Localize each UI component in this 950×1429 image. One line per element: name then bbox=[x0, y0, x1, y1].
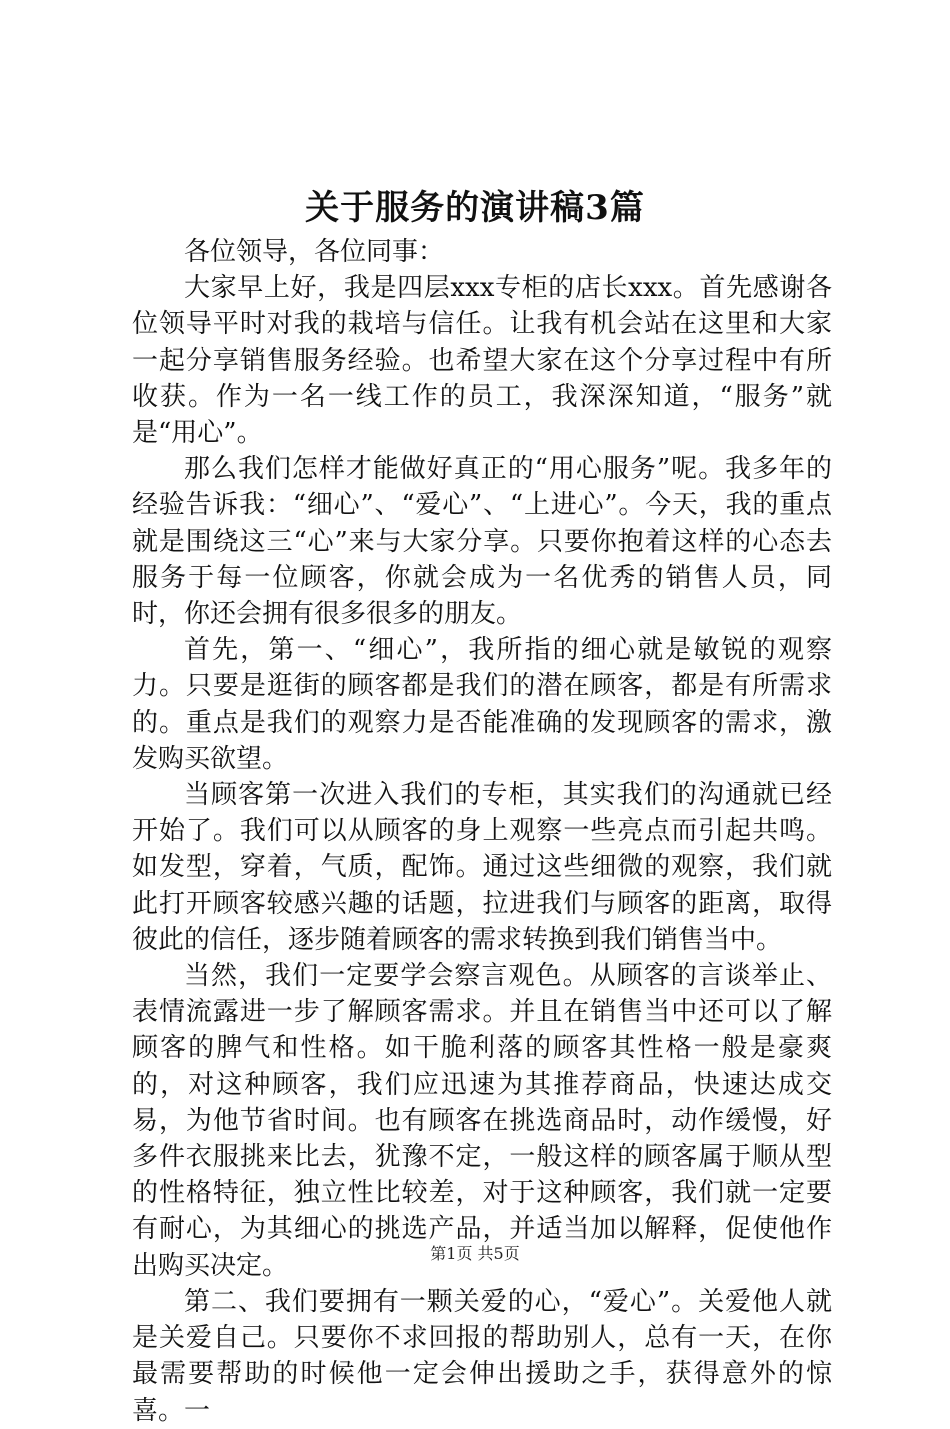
paragraph: 大家早上好，我是四层xxx专柜的店长xxx。首先感谢各位领导平时对我的栽培与信任。让我有机会站在这里和大家一起分享销售服务经验。也希望大家在这个分享过程中有所收获。作为一名一线工作的员工，我深深知道，“服务”就是“用心”。 bbox=[132, 273, 832, 449]
paragraph: 当然，我们一定要学会察言观色。从顾客的言谈举止、表情流露进一步了解顾客需求。并且在销售当中还可以了解顾客的脾气和性格。如干脆利落的顾客其性格一般是豪爽的，对这种顾客，我们应迅速为其推荐商品，快速达成交易，为他节省时间。也有顾客在挑选商品时，动作缓慢，好多件衣服挑来比去，犹豫不定，一般这样的顾客属于顺从型的性格特征，独立性比较差，对于这种顾客，我们就一定要有耐心，为其细心的挑选产品，并适当加以解释，促使他作出购买决定。 bbox=[132, 961, 832, 1281]
document-title: 关于服务的演讲稿3篇 bbox=[305, 188, 645, 228]
page-footer: 第1页 共5页 bbox=[430, 1244, 520, 1263]
paragraph: 当顾客第一次进入我们的专柜，其实我们的沟通就已经开始了。我们可以从顾客的身上观察一些亮点而引起共鸣。如发型，穿着，气质，配饰。通过这些细微的观察，我们就此打开顾客较感兴趣的话题，拉进我们与顾客的距离，取得彼此的信任，逐步随着顾客的需求转换到我们销售当中。 bbox=[132, 780, 832, 955]
paragraph: 首先，第一、“细心”，我所指的细心就是敏锐的观察力。只要是逛街的顾客都是我们的潜在顾客，都是有所需求的。重点是我们的观察力是否能准确的发现顾客的需求，激发购买欲望。 bbox=[132, 635, 832, 774]
paragraph-greeting: 各位领导，各位同事： bbox=[184, 237, 445, 267]
paragraph: 那么我们怎样才能做好真正的“用心服务”呢。我多年的经验告诉我：“细心”、“爱心”、“上进心”。今天，我的重点就是围绕这三“心”来与大家分享。只要你抱着这样的心态去服务于每一位顾客，你就会成为一名优秀的销售人员，同时，你还会拥有很多很多的朋友。 bbox=[132, 454, 832, 630]
paragraph: 第二、我们要拥有一颗关爱的心，“爱心”。关爱他人就是关爱自己。只要你不求回报的帮助别人，总有一天，在你最需要帮助的时候他一定会伸出援助之手，获得意外的惊喜。一 bbox=[132, 1286, 832, 1426]
